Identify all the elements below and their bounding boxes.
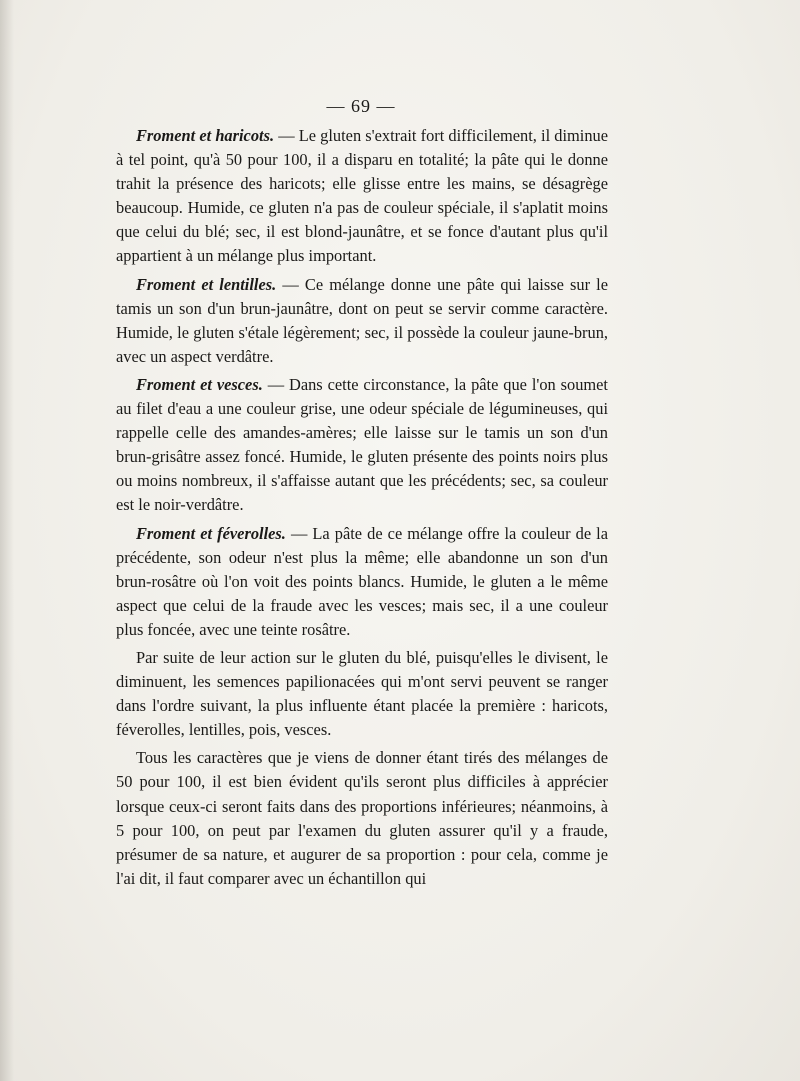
paragraph-froment-lentilles (116, 273, 608, 369)
paragraph-froment-feverolles (116, 522, 608, 642)
paragraph-heading: Froment et lentilles. (136, 274, 277, 294)
paragraph-heading: Froment et vesces. (136, 374, 263, 394)
paragraph-text: — Dans cette circonstance, la pâte que l'on soumet au filet d'eau a une couleur grise, une odeur spéciale de légumineuses, qui rappelle celle des amandes-amères; elle laisse sur le tamis un son d'un brun-grisâtre assez foncé. Humide, le gluten présente des points noirs plus ou moins nombreux, il s'affaisse autant que les précédents; sec, sa couleur est le noir-verdâtre. (116, 374, 608, 515)
paragraph-text: Tous les caractères que je viens de donner étant tirés des mélanges de 50 pour 100, il est bien évident qu'ils seront plus difficiles à apprécier lorsque ceux-ci seront faits dans des proportions inférieures; néanmoins, à 5 pour 100, on peut par l'examen du gluten assurer qu'il y a fraude, présumer de sa nature, et augurer de sa proportion : pour cela, comme je l'ai dit, il faut comparer avec un échantillon qui (116, 748, 608, 888)
page-number: — 69 — (326, 96, 396, 116)
paragraph-classification (116, 646, 608, 742)
paragraph-conclusion (116, 746, 608, 891)
paragraph-heading: Froment et féverolles. (136, 523, 286, 543)
paragraph-froment-haricots (116, 124, 608, 269)
paragraph-text: Par suite de leur action sur le gluten du blé, puisqu'elles le divisent, le diminuent, les semences papilionacées qui m'ont servi peuvent se ranger dans l'ordre suivant, la plus influente étant placée la première : haricots, féverolles, lentilles, pois, vesces. (116, 647, 608, 740)
body-text (116, 124, 608, 891)
paragraph-heading: Froment et haricots. (136, 126, 275, 145)
paragraph-text: — La pâte de ce mélange offre la couleur de la précédente, son odeur n'est plus la même; elle abandonne un son d'un brun-rosâtre où l'on voit des points blancs. Humide, le gluten a le même aspect que celui de la fraude avec les vesces; mais sec, il a une couleur plus foncée, avec une teinte rosâtre. (116, 523, 608, 639)
paragraph-froment-vesces (116, 373, 608, 518)
paragraph-text: — Le gluten s'extrait fort difficilement, il diminue à tel point, qu'à 50 pour 100, il a disparu en totalité; la pâte qui le donne trahit la présence des haricots; elle glisse entre les mains, se désagrège beaucoup. Humide, ce gluten n'a pas de couleur spéciale, il s'aplatit moins que celui du blé; sec, il est blond-jaunâtre, et se fonce d'autant plus qu'il appartient à un mélange plus important. (116, 126, 608, 266)
paragraph-text: — Ce mélange donne une pâte qui laisse sur le tamis un son d'un brun-jaunâtre, dont on peut se servir comme caractère. Humide, le gluten s'étale légèrement; sec, il possède la couleur jaune-brun, avec un aspect verdâtre. (116, 274, 608, 366)
page-edge-shadow (0, 0, 14, 1081)
